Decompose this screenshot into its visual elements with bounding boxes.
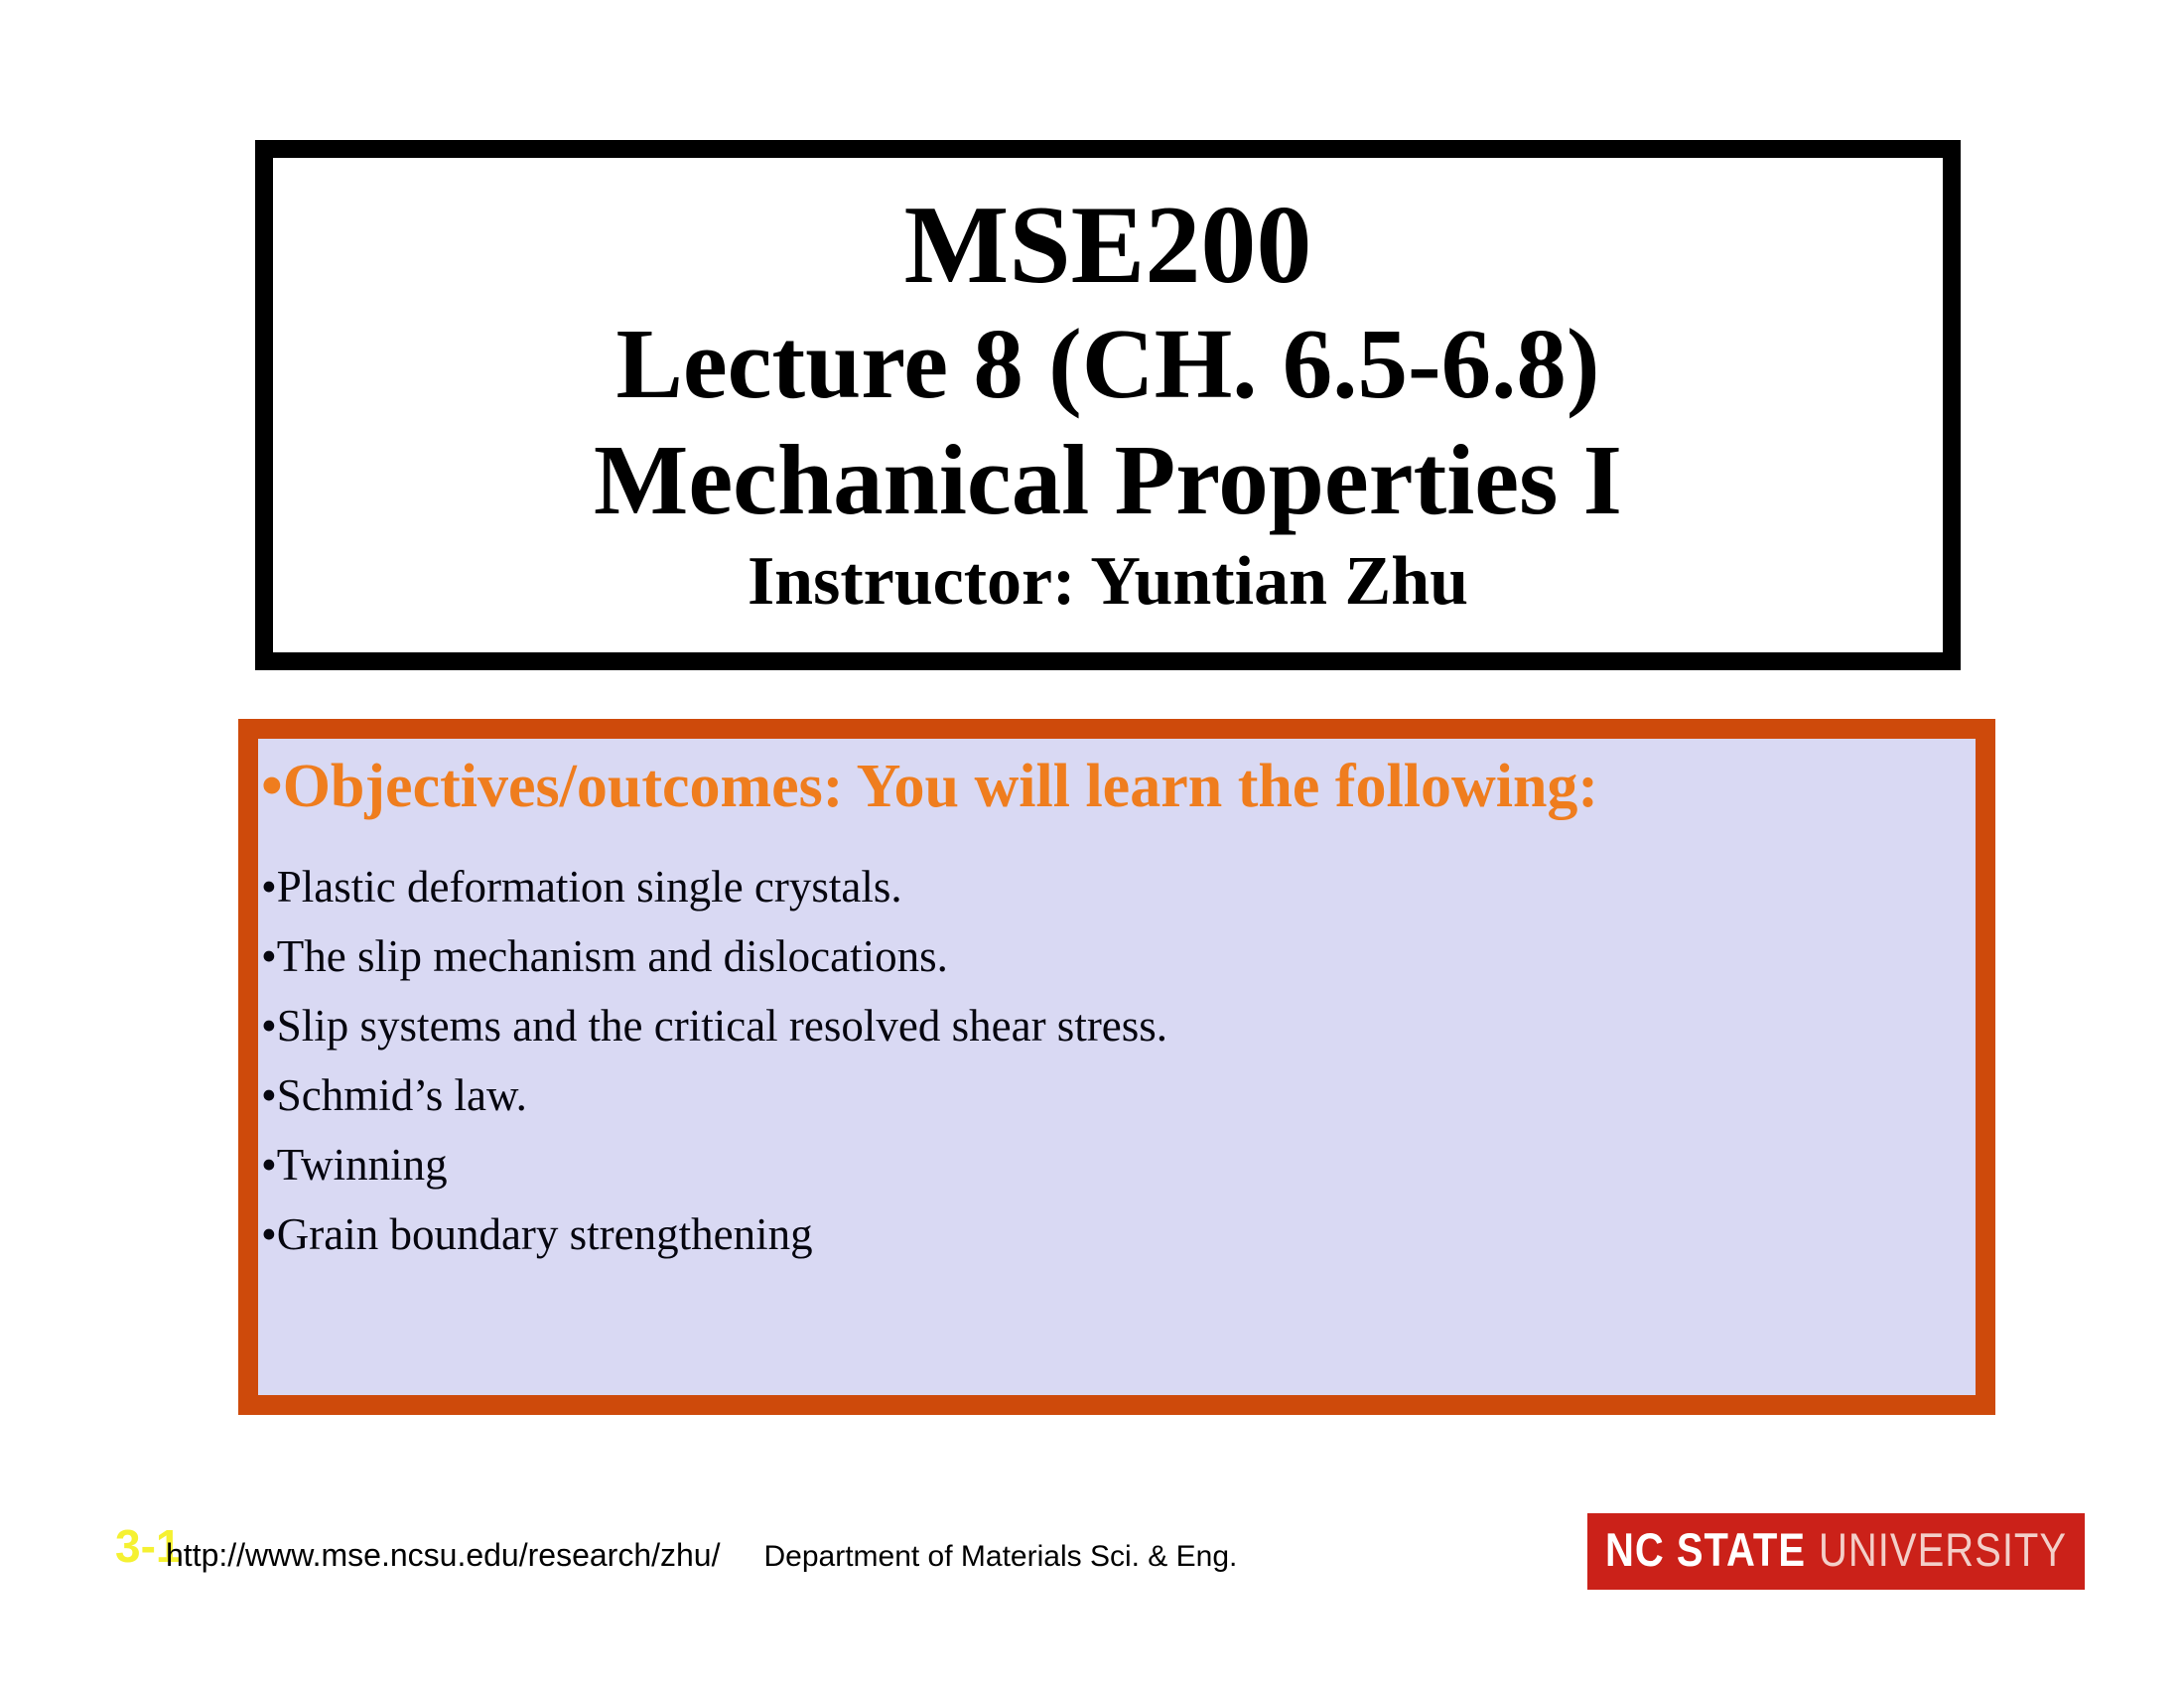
slide-number: 3-1 bbox=[115, 1520, 182, 1572]
nc-state-logo bbox=[1587, 1513, 2085, 1590]
lecture-number-line: Lecture 8 (CH. 6.5-6.8) bbox=[615, 308, 1600, 419]
objective-item: •The slip mechanism and dislocations. bbox=[261, 931, 948, 981]
objectives-box bbox=[238, 719, 1995, 1415]
instructor-line: Instructor: Yuntian Zhu bbox=[747, 543, 1469, 620]
footer bbox=[166, 1537, 1237, 1574]
objectives-list bbox=[261, 852, 1968, 1269]
objective-item: •Twinning bbox=[261, 1140, 448, 1190]
objective-item: •Plastic deformation single crystals. bbox=[261, 862, 902, 912]
objective-item: •Grain boundary strengthening bbox=[261, 1209, 813, 1259]
course-code: MSE200 bbox=[903, 184, 1312, 307]
lecture-topic-line: Mechanical Properties I bbox=[594, 424, 1622, 535]
objective-item: •Schmid’s law. bbox=[261, 1070, 527, 1120]
nc-state-logo-text bbox=[1605, 1525, 2067, 1578]
objective-item: •Slip systems and the critical resolved shear stress. bbox=[261, 1001, 1168, 1051]
footer-department: Department of Materials Sci. & Eng. bbox=[763, 1540, 1238, 1573]
footer-url: http://www.mse.ncsu.edu/research/zhu/ bbox=[166, 1537, 721, 1573]
logo-primary-text: NC STATE bbox=[1604, 1524, 1806, 1577]
objectives-heading: •Objectives/outcomes: You will learn the following: bbox=[261, 753, 1599, 820]
logo-secondary-text: UNIVERSITY bbox=[1819, 1524, 2068, 1577]
title-box bbox=[255, 140, 1961, 670]
